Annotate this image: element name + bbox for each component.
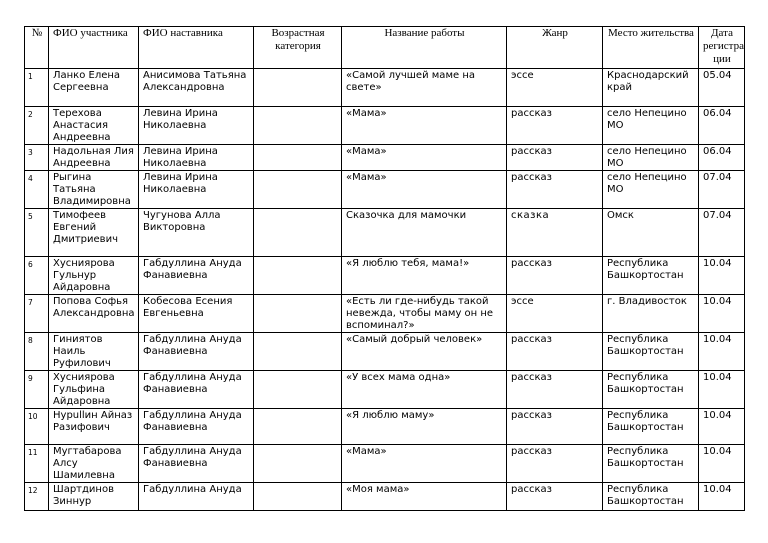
- mentor-name-cell: Левина Ирина Николаевна: [139, 145, 254, 171]
- age-category-cell: [254, 445, 342, 483]
- participant-name-cell: Мугтабарова Алсу Шамилевна: [49, 445, 139, 483]
- participant-name-cell: Тимофеев Евгений Дмитриевич: [49, 209, 139, 257]
- mentor-name-cell: Габдуллина Ануда Фанавиевна: [139, 371, 254, 409]
- residence-cell: Республика Башкортостан: [603, 445, 699, 483]
- participant-name-cell: Гиниятов Наиль Руфилович: [49, 333, 139, 371]
- genre-cell: рассказ: [507, 445, 603, 483]
- residence-cell: Республика Башкортостан: [603, 409, 699, 445]
- row-number-cell: 6: [25, 257, 49, 295]
- residence-cell: село Непецино МО: [603, 171, 699, 209]
- registration-date-cell: 07.04: [699, 171, 745, 209]
- row-number-cell: 4: [25, 171, 49, 209]
- registration-date-cell: 10.04: [699, 257, 745, 295]
- work-title-cell: «Моя мама»: [342, 483, 507, 511]
- mentor-name-cell: Левина Ирина Николаевна: [139, 107, 254, 145]
- mentor-name-cell: Габдуллина Ануда Фанавиевна: [139, 409, 254, 445]
- residence-cell: Омск: [603, 209, 699, 257]
- work-title-cell: «Я люблю тебя, мама!»: [342, 257, 507, 295]
- col-header-registration-date: Дата регистра ции: [699, 27, 745, 69]
- mentor-name-cell: Габдуллина Ануда Фанавиевна: [139, 257, 254, 295]
- row-number-cell: 12: [25, 483, 49, 511]
- row-number-cell: 11: [25, 445, 49, 483]
- participant-name-cell: Шартдинов Зиннур: [49, 483, 139, 511]
- residence-cell: Республика Башкортостан: [603, 333, 699, 371]
- table-row: [25, 333, 745, 371]
- registration-date-cell: 06.04: [699, 145, 745, 171]
- age-category-cell: [254, 295, 342, 333]
- participant-name-cell: Нурullин Айназ Разифович: [49, 409, 139, 445]
- header-row: [25, 27, 745, 69]
- registration-date-cell: 06.04: [699, 107, 745, 145]
- work-title-cell: Сказочка для мамочки: [342, 209, 507, 257]
- registration-date-cell: 10.04: [699, 333, 745, 371]
- residence-cell: Республика Башкортостан: [603, 371, 699, 409]
- table-row: [25, 371, 745, 409]
- col-header-number: №: [25, 27, 49, 69]
- row-number-cell: 8: [25, 333, 49, 371]
- age-category-cell: [254, 409, 342, 445]
- residence-cell: г. Владивосток: [603, 295, 699, 333]
- age-category-cell: [254, 107, 342, 145]
- registration-date-cell: 10.04: [699, 371, 745, 409]
- work-title-cell: «Я люблю маму»: [342, 409, 507, 445]
- work-title-cell: «Самой лучшей маме на свете»: [342, 69, 507, 107]
- age-category-cell: [254, 371, 342, 409]
- genre-cell: рассказ: [507, 107, 603, 145]
- participant-name-cell: Попова Софья Александровна: [49, 295, 139, 333]
- genre-cell: рассказ: [507, 409, 603, 445]
- col-header-mentor: ФИО наставника: [139, 27, 254, 69]
- row-number-cell: 2: [25, 107, 49, 145]
- residence-cell: село Непецино МО: [603, 107, 699, 145]
- col-header-work-title: Название работы: [342, 27, 507, 69]
- registration-date-cell: 10.04: [699, 445, 745, 483]
- age-category-cell: [254, 483, 342, 511]
- table-row: [25, 107, 745, 145]
- participant-name-cell: Терехова Анастасия Андреевна: [49, 107, 139, 145]
- table-row: [25, 445, 745, 483]
- genre-cell: сказка: [507, 209, 603, 257]
- participant-name-cell: Хусниярова Гульнур Айдаровна: [49, 257, 139, 295]
- registration-date-cell: 10.04: [699, 409, 745, 445]
- age-category-cell: [254, 333, 342, 371]
- row-number-cell: 5: [25, 209, 49, 257]
- mentor-name-cell: Кобесова Есения Евгеньевна: [139, 295, 254, 333]
- row-number-cell: 9: [25, 371, 49, 409]
- col-header-age-category: Возрастная категория: [254, 27, 342, 69]
- genre-cell: рассказ: [507, 171, 603, 209]
- registration-date-cell: 10.04: [699, 295, 745, 333]
- table-row: [25, 409, 745, 445]
- work-title-cell: «Мама»: [342, 107, 507, 145]
- genre-cell: рассказ: [507, 483, 603, 511]
- registration-date-cell: 05.04: [699, 69, 745, 107]
- col-header-participant: ФИО участника: [49, 27, 139, 69]
- residence-cell: Республика Башкортостан: [603, 257, 699, 295]
- row-number-cell: 3: [25, 145, 49, 171]
- mentor-name-cell: Габдуллина Ануда: [139, 483, 254, 511]
- age-category-cell: [254, 209, 342, 257]
- registration-date-cell: 10.04: [699, 483, 745, 511]
- work-title-cell: «Мама»: [342, 145, 507, 171]
- genre-cell: эссе: [507, 295, 603, 333]
- participant-name-cell: Надольная Лия Андреевна: [49, 145, 139, 171]
- work-title-cell: «Есть ли где-нибудь такой невежда, чтобы маму он не вспоминал?»: [342, 295, 507, 333]
- genre-cell: рассказ: [507, 257, 603, 295]
- work-title-cell: «Мама»: [342, 445, 507, 483]
- age-category-cell: [254, 257, 342, 295]
- mentor-name-cell: Левина Ирина Николаевна: [139, 171, 254, 209]
- participant-name-cell: Хусниярова Гульфина Айдаровна: [49, 371, 139, 409]
- genre-cell: эссе: [507, 69, 603, 107]
- registration-date-cell: 07.04: [699, 209, 745, 257]
- mentor-name-cell: Анисимова Татьяна Александровна: [139, 69, 254, 107]
- table-row: [25, 209, 745, 257]
- mentor-name-cell: Габдуллина Ануда Фанавиевна: [139, 445, 254, 483]
- genre-cell: рассказ: [507, 145, 603, 171]
- age-category-cell: [254, 145, 342, 171]
- residence-cell: Краснодарский край: [603, 69, 699, 107]
- genre-cell: рассказ: [507, 333, 603, 371]
- age-category-cell: [254, 69, 342, 107]
- work-title-cell: «У всех мама одна»: [342, 371, 507, 409]
- work-title-cell: «Самый добрый человек»: [342, 333, 507, 371]
- participant-name-cell: Рыгина Татьяна Владимировна: [49, 171, 139, 209]
- residence-cell: село Непецино МО: [603, 145, 699, 171]
- table-row: [25, 171, 745, 209]
- genre-cell: рассказ: [507, 371, 603, 409]
- participants-table: [24, 26, 745, 511]
- table-row: [25, 483, 745, 511]
- row-number-cell: 1: [25, 69, 49, 107]
- mentor-name-cell: Габдуллина Ануда Фанавиевна: [139, 333, 254, 371]
- table-row: [25, 257, 745, 295]
- table-row: [25, 295, 745, 333]
- table-row: [25, 145, 745, 171]
- col-header-genre: Жанр: [507, 27, 603, 69]
- participant-name-cell: Ланко Елена Сергеевна: [49, 69, 139, 107]
- residence-cell: Республика Башкортостан: [603, 483, 699, 511]
- table-row: [25, 69, 745, 107]
- row-number-cell: 7: [25, 295, 49, 333]
- mentor-name-cell: Чугунова Алла Викторовна: [139, 209, 254, 257]
- row-number-cell: 10: [25, 409, 49, 445]
- col-header-residence: Место жительства: [603, 27, 699, 69]
- age-category-cell: [254, 171, 342, 209]
- work-title-cell: «Мама»: [342, 171, 507, 209]
